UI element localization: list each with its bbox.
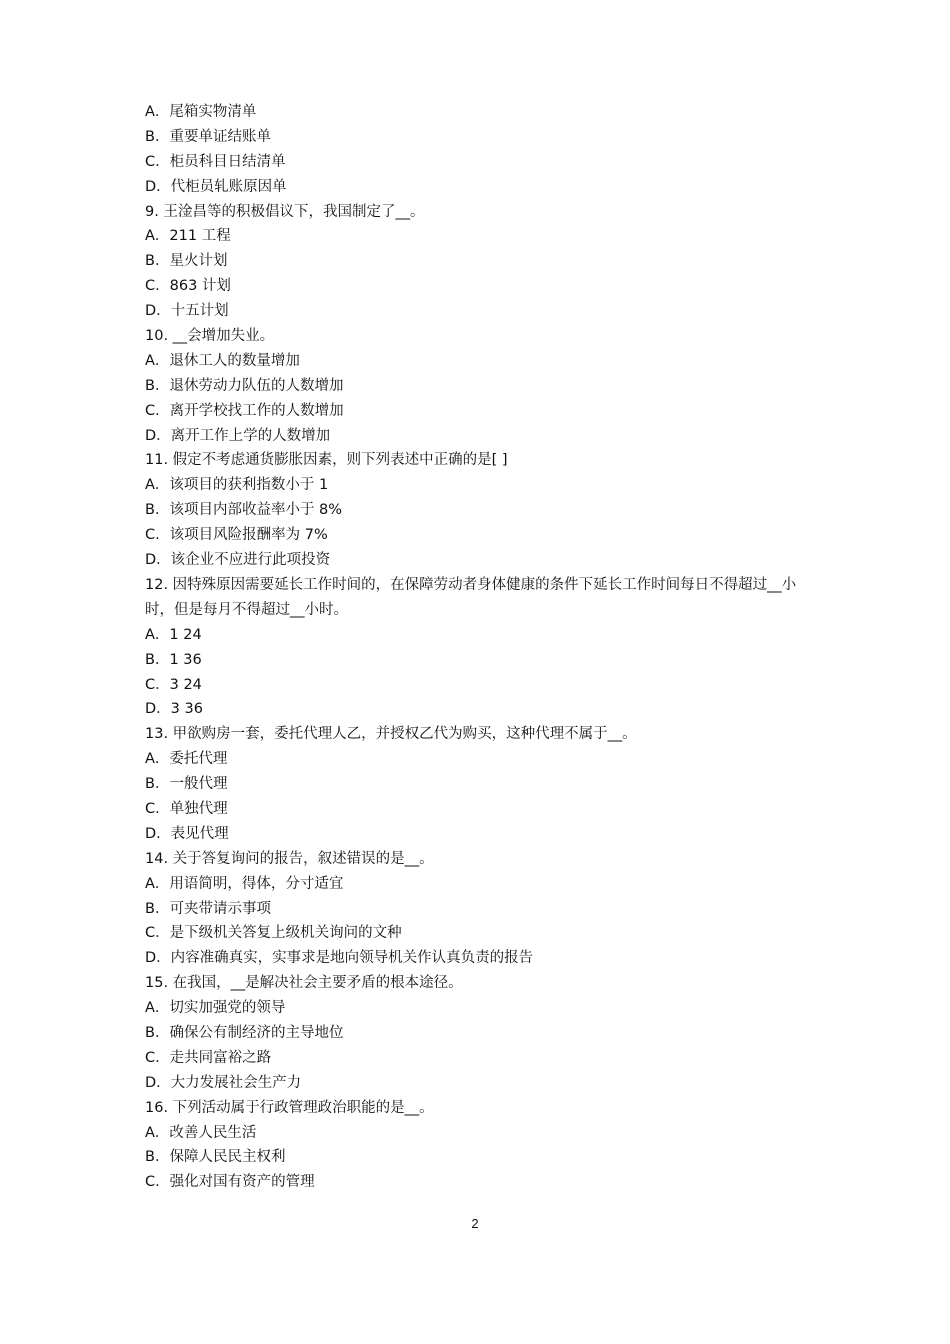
option-line: D．十五计划	[145, 303, 229, 320]
option-line: D．代柜员轧账原因单	[145, 178, 287, 195]
question-11: 11. 假定不考虑通货膨胀因素，则下列表述中正确的是[ ]	[145, 452, 508, 469]
option-line: B．一般代理	[145, 776, 228, 793]
page-number: 2	[471, 1216, 479, 1231]
option-line: B．1 36	[145, 651, 202, 668]
question-10: 10. __会增加失业。	[145, 328, 275, 345]
option-line: C．863 计划	[145, 278, 231, 295]
option-line: A．用语简明，得体，分寸适宜	[145, 875, 344, 892]
option-line: A．211 工程	[145, 228, 231, 245]
question-13: 13. 甲欲购房一套，委托代理人乙，并授权乙代为购买，这种代理不属于__。	[145, 726, 637, 743]
option-line: C．强化对国有资产的管理	[145, 1174, 315, 1191]
option-line: B．该项目内部收益率小于 8%	[145, 502, 343, 519]
option-line: B．保障人民民主权利	[145, 1149, 286, 1166]
question-14: 14. 关于答复询问的报告，叙述错误的是__。	[145, 850, 434, 867]
option-line: D．内容准确真实，实事求是地向领导机关作认真负责的报告	[145, 950, 534, 967]
option-line: C．是下级机关答复上级机关询问的文种	[145, 925, 402, 942]
option-line: D．该企业不应进行此项投资	[145, 552, 331, 569]
option-line: B．重要单证结账单	[145, 128, 271, 145]
option-line: C．该项目风险报酬率为 7%	[145, 527, 328, 544]
option-line: A．切实加强党的领导	[145, 1000, 286, 1017]
question-9: 9. 王淦昌等的积极倡议下，我国制定了__。	[145, 203, 425, 220]
option-line: C．离开学校找工作的人数增加	[145, 402, 344, 419]
option-line: C．走共同富裕之路	[145, 1049, 272, 1066]
option-line: B．可夹带请示事项	[145, 900, 271, 917]
option-line: B．退休劳动力队伍的人数增加	[145, 377, 344, 394]
option-line: A．委托代理	[145, 751, 228, 768]
option-line: D．离开工作上学的人数增加	[145, 427, 331, 444]
option-line: B．星火计划	[145, 253, 228, 270]
option-line: A．改善人民生活	[145, 1124, 257, 1141]
question-16: 16. 下列活动属于行政管理政治职能的是__。	[145, 1099, 434, 1116]
option-line: C．3 24	[145, 676, 202, 693]
option-line: C．单独代理	[145, 800, 228, 817]
question-12: 12. 因特殊原因需要延长工作时间的，在保障劳动者身体健康的条件下延长工作时间每日不得超过__小时，但是每月不得超过__小时。	[145, 576, 797, 618]
option-line: A．尾箱实物清单	[145, 104, 257, 120]
option-line: D．表见代理	[145, 825, 229, 842]
option-line: A．该项目的获利指数小于 1	[145, 477, 329, 494]
option-line: C．柜员科目日结清单	[145, 153, 286, 170]
option-line: D．3 36	[145, 701, 203, 718]
option-line: A．退休工人的数量增加	[145, 352, 300, 369]
question-15: 15. 在我国，__是解决社会主要矛盾的根本途径。	[145, 975, 463, 992]
option-line: D．大力发展社会生产力	[145, 1074, 302, 1091]
option-line: B．确保公有制经济的主导地位	[145, 1024, 344, 1041]
document-body	[145, 100, 825, 1195]
option-line: A．1 24	[145, 626, 202, 643]
